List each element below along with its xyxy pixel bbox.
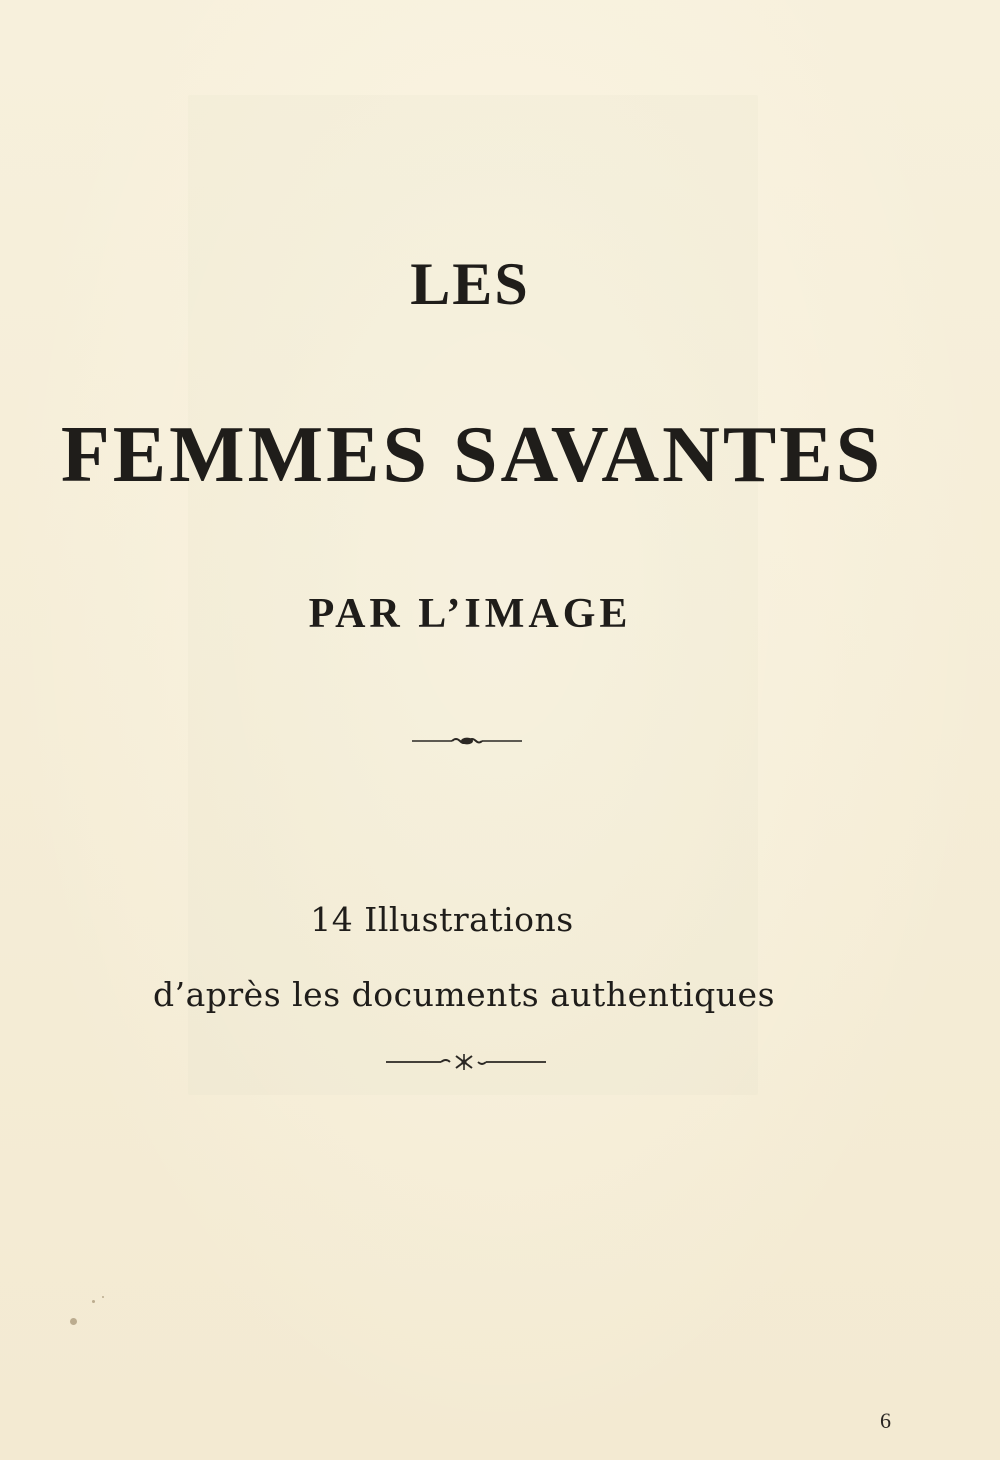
paper-spot [92, 1300, 95, 1303]
illustrations-count: 14 Illustrations [310, 900, 574, 939]
ornament-rule-bottom-icon [386, 1052, 546, 1072]
title-par-limage: PAR L’IMAGE [308, 591, 632, 637]
paper-spot [102, 1296, 104, 1298]
title-femmes-savantes: FEMMES SAVANTES [60, 411, 884, 499]
title-les: LES [410, 251, 530, 317]
illustrations-description: d’après les documents authentiques [152, 975, 776, 1014]
paper-spot [70, 1318, 77, 1325]
page-number: 6 [880, 1408, 891, 1433]
ornament-rule-top-icon [412, 732, 522, 750]
